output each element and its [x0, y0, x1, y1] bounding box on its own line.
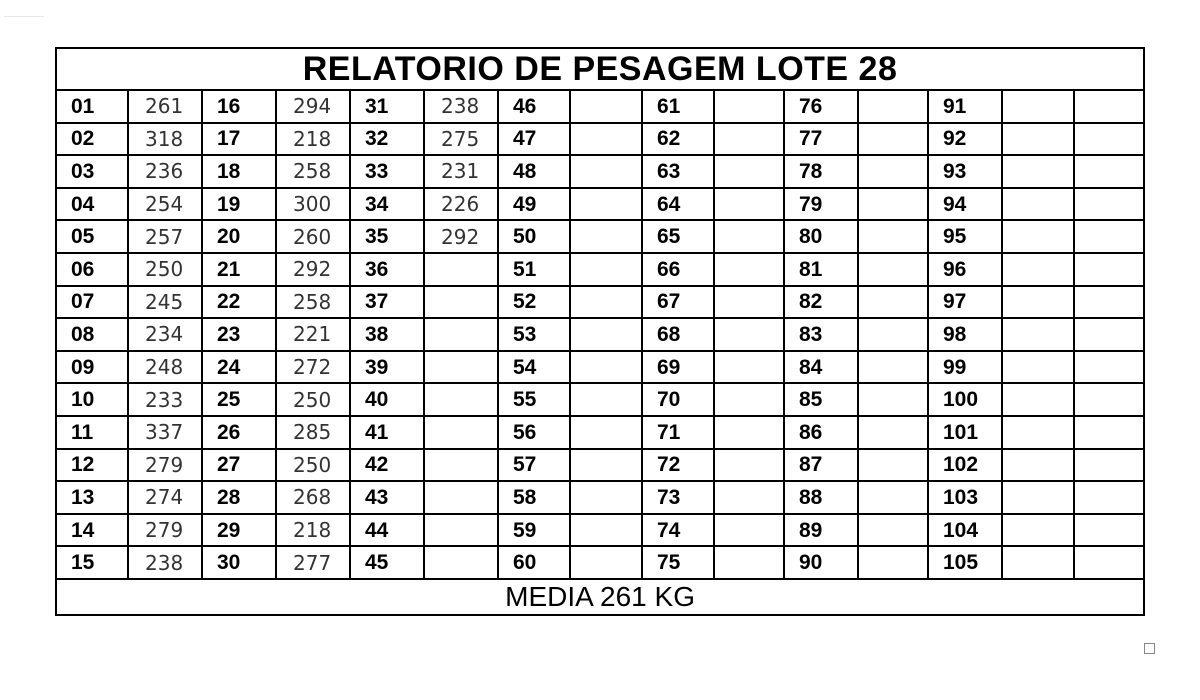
weight-value: 300 [276, 188, 350, 221]
weight-value [424, 383, 498, 416]
animal-number: 103 [928, 481, 1002, 514]
animal-number: 45 [350, 546, 424, 579]
animal-number: 28 [202, 481, 276, 514]
table-row [56, 220, 1144, 253]
animal-number: 57 [498, 449, 570, 482]
weight-value [714, 155, 784, 188]
animal-number: 105 [928, 546, 1002, 579]
table-row [56, 481, 1144, 514]
animal-number: 54 [498, 351, 570, 384]
weight-value [1074, 318, 1144, 351]
weight-value: 234 [128, 318, 202, 351]
animal-number: 86 [784, 416, 858, 449]
weight-value: 250 [276, 449, 350, 482]
weight-value [1074, 481, 1144, 514]
weight-value: 260 [276, 220, 350, 253]
weight-value: 279 [128, 514, 202, 547]
table-row [56, 188, 1144, 221]
weight-value: 218 [276, 123, 350, 156]
animal-number: 11 [56, 416, 128, 449]
animal-number: 49 [498, 188, 570, 221]
weight-value [570, 416, 642, 449]
animal-number: 48 [498, 155, 570, 188]
weight-value [424, 253, 498, 286]
table-resize-handle[interactable] [1144, 643, 1155, 654]
weight-value: 258 [276, 155, 350, 188]
weight-value [714, 220, 784, 253]
animal-number: 101 [928, 416, 1002, 449]
animal-number: 87 [784, 449, 858, 482]
animal-number: 40 [350, 383, 424, 416]
weight-value [570, 351, 642, 384]
weight-value [858, 416, 928, 449]
weight-value [570, 220, 642, 253]
weight-value: 261 [128, 90, 202, 123]
weight-value [858, 188, 928, 221]
animal-number: 44 [350, 514, 424, 547]
weight-value [1074, 155, 1144, 188]
weight-value: 238 [424, 90, 498, 123]
weight-value [1002, 351, 1074, 384]
weight-value [570, 253, 642, 286]
animal-number: 18 [202, 155, 276, 188]
weight-value: 292 [424, 220, 498, 253]
animal-number: 67 [642, 286, 714, 319]
table-row [56, 253, 1144, 286]
animal-number: 81 [784, 253, 858, 286]
animal-number: 102 [928, 449, 1002, 482]
animal-number: 85 [784, 383, 858, 416]
weight-value [858, 546, 928, 579]
weight-value [1002, 514, 1074, 547]
weight-value [424, 351, 498, 384]
weight-value [1002, 449, 1074, 482]
weight-value: 226 [424, 188, 498, 221]
animal-number: 72 [642, 449, 714, 482]
weight-value [1074, 286, 1144, 319]
weight-value [1074, 220, 1144, 253]
weight-value [714, 123, 784, 156]
weight-value [1074, 123, 1144, 156]
weight-value [714, 188, 784, 221]
animal-number: 22 [202, 286, 276, 319]
animal-number: 41 [350, 416, 424, 449]
weight-value [424, 318, 498, 351]
animal-number: 73 [642, 481, 714, 514]
animal-number: 23 [202, 318, 276, 351]
animal-number: 39 [350, 351, 424, 384]
animal-number: 68 [642, 318, 714, 351]
weight-value: 257 [128, 220, 202, 253]
animal-number: 104 [928, 514, 1002, 547]
animal-number: 98 [928, 318, 1002, 351]
weight-value [1074, 546, 1144, 579]
weight-value [1074, 253, 1144, 286]
weight-value: 221 [276, 318, 350, 351]
animal-number: 59 [498, 514, 570, 547]
weight-value [714, 416, 784, 449]
animal-number: 26 [202, 416, 276, 449]
weight-value [714, 546, 784, 579]
animal-number: 69 [642, 351, 714, 384]
weight-value: 250 [128, 253, 202, 286]
animal-number: 32 [350, 123, 424, 156]
weight-value [1074, 449, 1144, 482]
table-row [56, 416, 1144, 449]
corner-mark [4, 16, 44, 21]
weight-value [714, 514, 784, 547]
weight-value [714, 253, 784, 286]
animal-number: 82 [784, 286, 858, 319]
animal-number: 34 [350, 188, 424, 221]
weight-value [1002, 546, 1074, 579]
report-body [56, 90, 1144, 579]
weight-value [1074, 416, 1144, 449]
weight-value [714, 351, 784, 384]
weight-value: 245 [128, 286, 202, 319]
weight-value: 277 [276, 546, 350, 579]
weight-value [1002, 383, 1074, 416]
weight-value: 275 [424, 123, 498, 156]
animal-number: 94 [928, 188, 1002, 221]
animal-number: 88 [784, 481, 858, 514]
animal-number: 07 [56, 286, 128, 319]
animal-number: 66 [642, 253, 714, 286]
animal-number: 55 [498, 383, 570, 416]
weight-value [1002, 90, 1074, 123]
weight-value [424, 286, 498, 319]
weight-value [858, 155, 928, 188]
weight-value: 268 [276, 481, 350, 514]
weight-value: 258 [276, 286, 350, 319]
animal-number: 14 [56, 514, 128, 547]
weight-value [858, 481, 928, 514]
weight-value [1002, 155, 1074, 188]
animal-number: 77 [784, 123, 858, 156]
weight-value: 231 [424, 155, 498, 188]
weight-value [424, 514, 498, 547]
animal-number: 46 [498, 90, 570, 123]
animal-number: 84 [784, 351, 858, 384]
weight-value: 292 [276, 253, 350, 286]
animal-number: 25 [202, 383, 276, 416]
animal-number: 64 [642, 188, 714, 221]
animal-number: 19 [202, 188, 276, 221]
weight-value [570, 90, 642, 123]
weight-value: 238 [128, 546, 202, 579]
animal-number: 74 [642, 514, 714, 547]
animal-number: 35 [350, 220, 424, 253]
weight-value [1074, 90, 1144, 123]
weight-value [1002, 220, 1074, 253]
animal-number: 65 [642, 220, 714, 253]
animal-number: 10 [56, 383, 128, 416]
animal-number: 71 [642, 416, 714, 449]
weight-value [858, 514, 928, 547]
weight-value [858, 90, 928, 123]
animal-number: 03 [56, 155, 128, 188]
table-row [56, 286, 1144, 319]
animal-number: 95 [928, 220, 1002, 253]
weight-value [570, 286, 642, 319]
animal-number: 30 [202, 546, 276, 579]
animal-number: 43 [350, 481, 424, 514]
weight-value: 285 [276, 416, 350, 449]
weight-value [714, 286, 784, 319]
weight-value [714, 90, 784, 123]
animal-number: 92 [928, 123, 1002, 156]
weight-value [424, 449, 498, 482]
table-row [56, 123, 1144, 156]
weight-value [570, 318, 642, 351]
animal-number: 47 [498, 123, 570, 156]
report-title: RELATORIO DE PESAGEM LOTE 28 [56, 48, 1144, 90]
weight-value [570, 481, 642, 514]
weight-value [570, 449, 642, 482]
weight-value: 236 [128, 155, 202, 188]
weight-value [714, 481, 784, 514]
weight-value [858, 351, 928, 384]
weight-value [570, 383, 642, 416]
animal-number: 31 [350, 90, 424, 123]
animal-number: 90 [784, 546, 858, 579]
weight-value [1002, 253, 1074, 286]
weight-value [1002, 416, 1074, 449]
weight-value [858, 123, 928, 156]
animal-number: 75 [642, 546, 714, 579]
weight-value [858, 286, 928, 319]
animal-number: 13 [56, 481, 128, 514]
animal-number: 21 [202, 253, 276, 286]
animal-number: 93 [928, 155, 1002, 188]
table-row [56, 155, 1144, 188]
footer-row [56, 579, 1144, 615]
animal-number: 37 [350, 286, 424, 319]
weight-value [1002, 481, 1074, 514]
animal-number: 78 [784, 155, 858, 188]
animal-number: 12 [56, 449, 128, 482]
animal-number: 53 [498, 318, 570, 351]
animal-number: 52 [498, 286, 570, 319]
weight-value: 233 [128, 383, 202, 416]
weight-value [570, 123, 642, 156]
animal-number: 99 [928, 351, 1002, 384]
animal-number: 16 [202, 90, 276, 123]
animal-number: 29 [202, 514, 276, 547]
title-row [56, 48, 1144, 90]
animal-number: 91 [928, 90, 1002, 123]
table-row [56, 318, 1144, 351]
table-row [56, 90, 1144, 123]
table-row [56, 514, 1144, 547]
animal-number: 100 [928, 383, 1002, 416]
animal-number: 05 [56, 220, 128, 253]
weight-value [858, 318, 928, 351]
animal-number: 97 [928, 286, 1002, 319]
weight-value [714, 318, 784, 351]
animal-number: 79 [784, 188, 858, 221]
animal-number: 62 [642, 123, 714, 156]
weight-value [1002, 123, 1074, 156]
weight-value [858, 449, 928, 482]
weight-value: 294 [276, 90, 350, 123]
animal-number: 51 [498, 253, 570, 286]
animal-number: 63 [642, 155, 714, 188]
animal-number: 61 [642, 90, 714, 123]
animal-number: 08 [56, 318, 128, 351]
weight-value [1074, 514, 1144, 547]
weight-value: 254 [128, 188, 202, 221]
weight-value: 250 [276, 383, 350, 416]
animal-number: 02 [56, 123, 128, 156]
weight-value [424, 416, 498, 449]
weight-value [1074, 188, 1144, 221]
weight-value [714, 449, 784, 482]
animal-number: 80 [784, 220, 858, 253]
weight-value: 274 [128, 481, 202, 514]
weighing-report-table [55, 47, 1145, 616]
weight-value [858, 383, 928, 416]
weight-value [1002, 286, 1074, 319]
table-row [56, 449, 1144, 482]
weight-value [858, 253, 928, 286]
animal-number: 20 [202, 220, 276, 253]
animal-number: 24 [202, 351, 276, 384]
animal-number: 58 [498, 481, 570, 514]
animal-number: 83 [784, 318, 858, 351]
weight-value [570, 546, 642, 579]
weight-value: 279 [128, 449, 202, 482]
weight-value: 248 [128, 351, 202, 384]
animal-number: 27 [202, 449, 276, 482]
table-row [56, 546, 1144, 579]
animal-number: 06 [56, 253, 128, 286]
weight-value [570, 188, 642, 221]
animal-number: 60 [498, 546, 570, 579]
weight-value [424, 481, 498, 514]
animal-number: 04 [56, 188, 128, 221]
table-row [56, 351, 1144, 384]
weight-value [424, 546, 498, 579]
weight-value [1002, 188, 1074, 221]
average-weight: MEDIA 261 KG [56, 579, 1144, 615]
animal-number: 50 [498, 220, 570, 253]
weight-value [1002, 318, 1074, 351]
weight-value [570, 514, 642, 547]
weight-value [858, 220, 928, 253]
animal-number: 01 [56, 90, 128, 123]
animal-number: 96 [928, 253, 1002, 286]
weight-value: 218 [276, 514, 350, 547]
animal-number: 56 [498, 416, 570, 449]
weight-value [1074, 383, 1144, 416]
animal-number: 38 [350, 318, 424, 351]
animal-number: 42 [350, 449, 424, 482]
weight-value [714, 383, 784, 416]
animal-number: 76 [784, 90, 858, 123]
animal-number: 70 [642, 383, 714, 416]
animal-number: 36 [350, 253, 424, 286]
weight-value [570, 155, 642, 188]
animal-number: 89 [784, 514, 858, 547]
table-row [56, 383, 1144, 416]
animal-number: 15 [56, 546, 128, 579]
weight-value: 318 [128, 123, 202, 156]
weight-value: 272 [276, 351, 350, 384]
animal-number: 09 [56, 351, 128, 384]
weight-value: 337 [128, 416, 202, 449]
weight-value [1074, 351, 1144, 384]
animal-number: 33 [350, 155, 424, 188]
animal-number: 17 [202, 123, 276, 156]
